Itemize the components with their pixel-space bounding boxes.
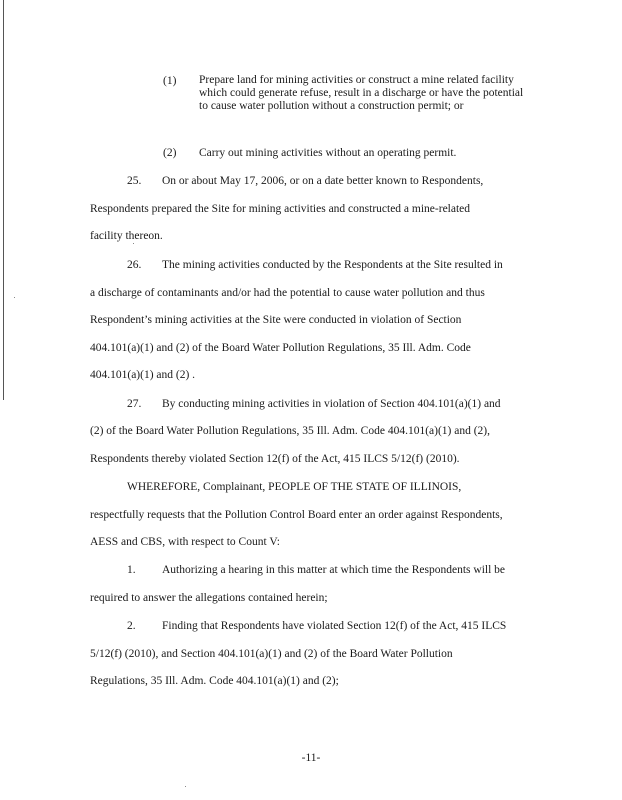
paragraph-26-line: 404.101(a)(1) and (2) of the Board Water Pollution Regulations, 35 Ill. Adm. Code: [90, 342, 471, 354]
paragraph-26-number: 26.: [127, 259, 142, 271]
left-margin-rule: [3, 0, 4, 400]
subitem-2-label: (2): [163, 147, 177, 159]
request-1-number: 1.: [127, 564, 136, 576]
subitem-1-label: (1): [163, 75, 177, 87]
request-1-line: required to answer the allegations contained herein;: [90, 592, 328, 604]
request-2-line: 5/12(f) (2010), and Section 404.101(a)(1) and (2) of the Board Water Pollution: [90, 648, 453, 660]
wherefore-line: WHEREFORE, Complainant, PEOPLE OF THE STATE OF ILLINOIS,: [127, 481, 462, 493]
paragraph-26-line: The mining activities conducted by the Respondents at the Site resulted in: [162, 259, 503, 271]
scan-speck: [133, 243, 134, 244]
wherefore-line: AESS and CBS, with respect to Count V:: [90, 536, 280, 548]
scan-speck: [185, 786, 186, 787]
paragraph-25-line: Respondents prepared the Site for mining activities and constructed a mine-related: [90, 203, 471, 215]
paragraph-27-line: By conducting mining activities in violation of Section 404.101(a)(1) and: [162, 398, 501, 410]
paragraph-27-line: (2) of the Board Water Pollution Regulations, 35 Ill. Adm. Code 404.101(a)(1) and (2),: [90, 425, 491, 437]
request-2-line: Finding that Respondents have violated Section 12(f) of the Act, 415 ILCS: [162, 620, 507, 632]
paragraph-27-number: 27.: [127, 398, 142, 410]
subitem-1-text: Prepare land for mining activities or construct a mine related facility which could generate refuse, result in a discharge or have the potential to cause water pollution without a construction permit; or: [199, 74, 524, 112]
paragraph-26-line: Respondent’s mining activities at the Site were conducted in violation of Section: [90, 314, 462, 326]
request-2-line: Regulations, 35 Ill. Adm. Code 404.101(a)(1) and (2);: [90, 675, 339, 687]
paragraph-25-line: On or about May 17, 2006, or on a date better known to Respondents,: [162, 175, 484, 187]
wherefore-line: respectfully requests that the Pollution Control Board enter an order against Respondents,: [90, 509, 503, 521]
paragraph-25-line: facility thereon.: [90, 230, 163, 242]
paragraph-27-line: Respondents thereby violated Section 12(f) of the Act, 415 ILCS 5/12(f) (2010).: [90, 453, 460, 465]
paragraph-25-number: 25.: [127, 175, 142, 187]
request-2-number: 2.: [127, 620, 136, 632]
paragraph-26-line: a discharge of contaminants and/or had the potential to cause water pollution and thus: [90, 287, 485, 299]
page-number: -11-: [301, 752, 321, 764]
subitem-2-text: Carry out mining activities without an operating permit.: [199, 147, 457, 159]
request-1-line: Authorizing a hearing in this matter at which time the Respondents will be: [162, 564, 506, 576]
scan-speck: [14, 297, 15, 298]
paragraph-26-line: 404.101(a)(1) and (2) .: [90, 369, 196, 381]
